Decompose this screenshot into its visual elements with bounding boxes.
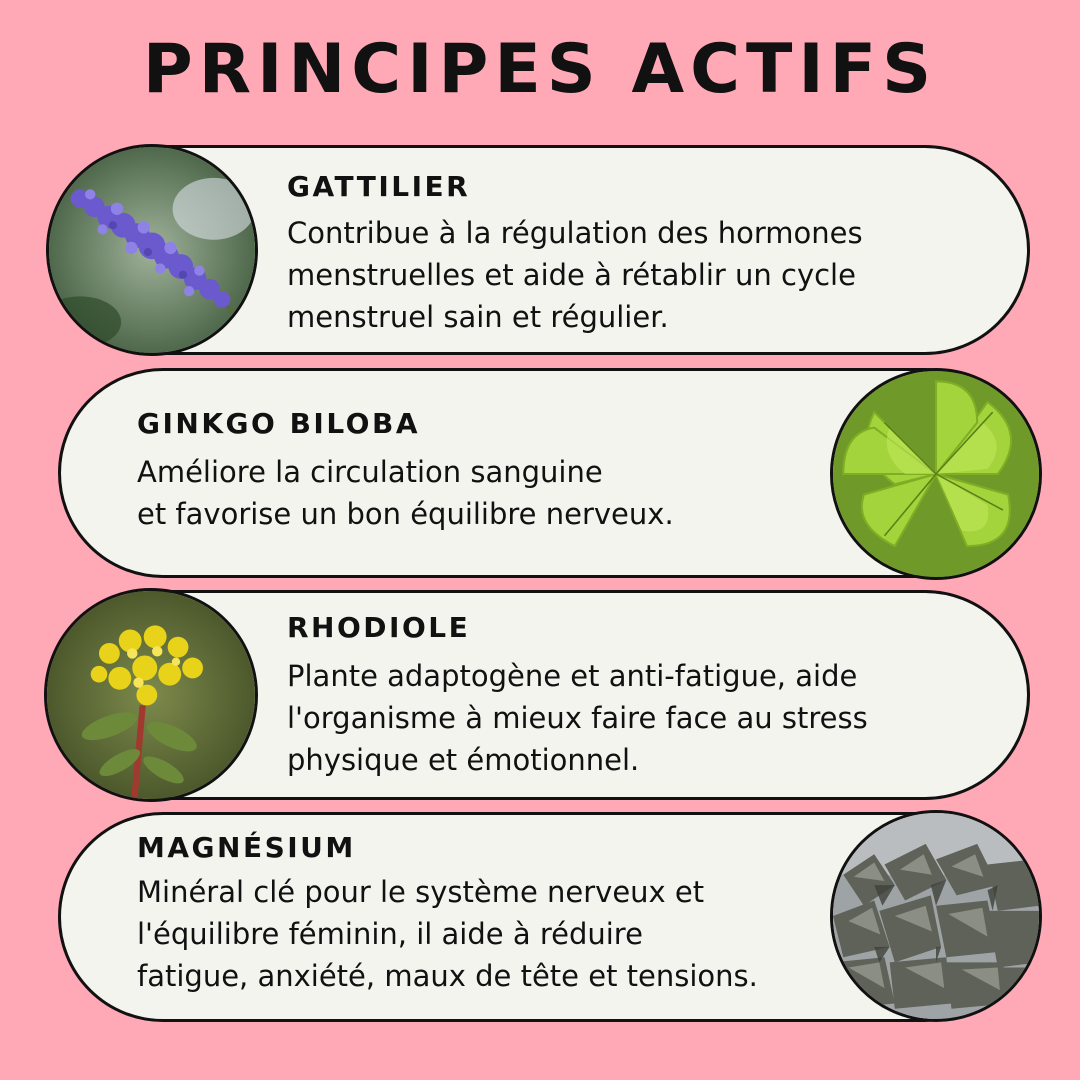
ginkgo-leaves-photo: [830, 368, 1042, 580]
ingredient-description: Améliore la circulation sanguine et favorise un bon équilibre nerveux.: [137, 455, 674, 531]
magnesium-crystal-photo: [830, 810, 1042, 1022]
ingredient-heading: GATTILIER: [287, 170, 471, 203]
ingredient-heading: GINKGO BILOBA: [137, 407, 420, 440]
ingredient-description: Minéral clé pour le système nerveux et l'équilibre féminin, il aide à réduire fatigue, anxiété, maux de tête et tensions.: [137, 875, 758, 993]
page-title: PRINCIPES ACTIFS: [142, 30, 938, 109]
rhodiola-flower-photo: [44, 588, 258, 802]
ingredient-description: Contribue à la régulation des hormones menstruelles et aide à rétablir un cycle menstruel sain et régulier.: [287, 216, 863, 334]
ingredient-heading: RHODIOLE: [287, 611, 471, 644]
ingredient-heading: MAGNÉSIUM: [137, 831, 356, 864]
vitex-flower-photo: [46, 144, 258, 356]
ingredient-description: Plante adaptogène et anti-fatigue, aide l'organisme à mieux faire face au stress physique et émotionnel.: [287, 659, 868, 777]
